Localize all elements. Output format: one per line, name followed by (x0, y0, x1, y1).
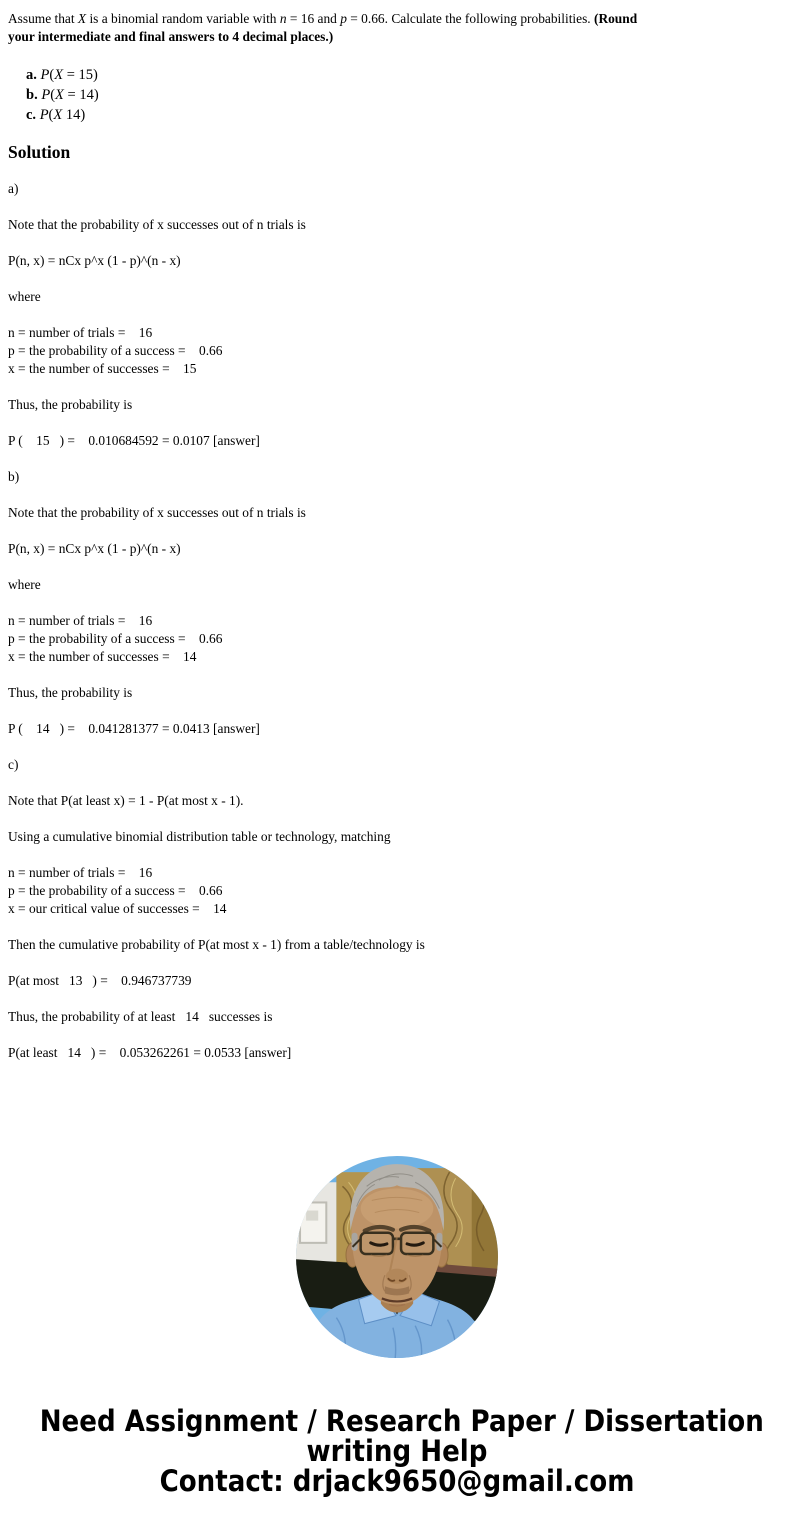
part-expression (41, 87, 98, 103)
param-n: n = number of trials = 16 (8, 865, 153, 880)
problem-part-c (26, 105, 774, 125)
param-n: n = number of trials = 16 (8, 325, 153, 340)
section-c-label: c) (8, 757, 19, 772)
section-c-at-most: P(at most 13 ) = 0.946737739 (8, 973, 192, 988)
picture-frame (300, 1202, 326, 1242)
forehead-highlight (361, 1188, 434, 1228)
section-a-note: Note that the probability of x successes out of n trials is (8, 217, 306, 232)
footer-banner (0, 1406, 794, 1496)
param-x: x = the number of successes = 15 (8, 361, 197, 376)
tutor-avatar (296, 1156, 498, 1358)
param-x: x = the number of successes = 14 (8, 649, 197, 664)
var-P: P (39, 107, 49, 123)
section-a-where: where (8, 289, 41, 304)
footer-line-2: writing Help (306, 1434, 488, 1468)
param-x: x = our critical value of successes = 14 (8, 901, 227, 916)
section-b-where: where (8, 577, 41, 592)
nose-tip (386, 1269, 408, 1284)
part-label: b. (26, 87, 38, 103)
part-label: a. (26, 67, 37, 83)
problem-text: is a binomial random variable with (86, 11, 280, 26)
problem-text: Assume that (8, 11, 78, 26)
section-a-thus: Thus, the probability is (8, 397, 133, 412)
section-b-note: Note that the probability of x successes out of n trials is (8, 505, 306, 520)
paren: ( (50, 87, 56, 103)
section-c-using: Using a cumulative binomial distribution table or technology, matching (8, 829, 391, 844)
problem-text: = 16 and (286, 11, 341, 26)
solution-heading: Solution (8, 142, 71, 162)
section-c-thus: Thus, the probability of at least 14 successes is (8, 1009, 273, 1024)
var-X: X (55, 87, 64, 103)
param-p: p = the probability of a success = 0.66 (8, 343, 223, 358)
var-P: P (40, 67, 50, 83)
section-c-then: Then the cumulative probability of P(at most x - 1) from a table/technology is (8, 937, 425, 952)
section-c-result: P(at least 14 ) = 0.053262261 = 0.0533 [answer] (8, 1045, 292, 1060)
section-b-formula: P(n, x) = nCx p^x (1 - p)^(n - x) (8, 541, 181, 556)
expression-rest: = 15) (63, 67, 98, 83)
section-b-result: P ( 14 ) = 0.041281377 = 0.0413 [answer] (8, 721, 260, 736)
paren: ( (48, 107, 54, 123)
tutor-photo (296, 1156, 498, 1358)
part-label: c. (26, 107, 37, 123)
problem-part-a (26, 65, 774, 85)
var-p: p (340, 11, 347, 26)
section-c-parameters (8, 864, 774, 918)
section-b-label: b) (8, 469, 20, 484)
part-expression (41, 67, 98, 83)
frame-inset (306, 1211, 318, 1221)
section-b-parameters (8, 612, 774, 666)
problem-parts-list (26, 65, 774, 125)
section-a-result: P ( 15 ) = 0.010684592 = 0.0107 [answer] (8, 433, 260, 448)
var-x: X (77, 11, 87, 26)
section-a-formula: P(n, x) = nCx p^x (1 - p)^(n - x) (8, 253, 181, 268)
section-a-parameters (8, 324, 774, 378)
section-b-thus: Thus, the probability is (8, 685, 133, 700)
part-expression (40, 107, 86, 123)
var-X: X (53, 107, 63, 123)
section-a-label: a) (8, 181, 19, 196)
section-c-note: Note that P(at least x) = 1 - P(at most x - 1). (8, 793, 244, 808)
problem-text: = 0.66. Calculate the following probabilities. (346, 11, 594, 26)
var-X: X (54, 67, 64, 83)
expression-rest: 14) (62, 107, 86, 123)
problem-statement-line-2: your intermediate and final answers to 4 decimal places.) (8, 29, 334, 44)
round-note-start: (Round (593, 11, 638, 26)
problem-part-b (26, 85, 774, 105)
var-P: P (41, 87, 51, 103)
param-p: p = the probability of a success = 0.66 (8, 631, 223, 646)
param-n: n = number of trials = 16 (8, 613, 153, 628)
var-n: n (279, 11, 287, 26)
expression-rest: = 14) (63, 87, 99, 103)
footer-contact-email: Contact: drjack9650@gmail.com (159, 1464, 635, 1498)
problem-statement-line-1 (8, 10, 774, 28)
footer-line-1: Need Assignment / Research Paper / Dissertation (39, 1404, 764, 1438)
param-p: p = the probability of a success = 0.66 (8, 883, 223, 898)
paren: ( (49, 67, 55, 83)
